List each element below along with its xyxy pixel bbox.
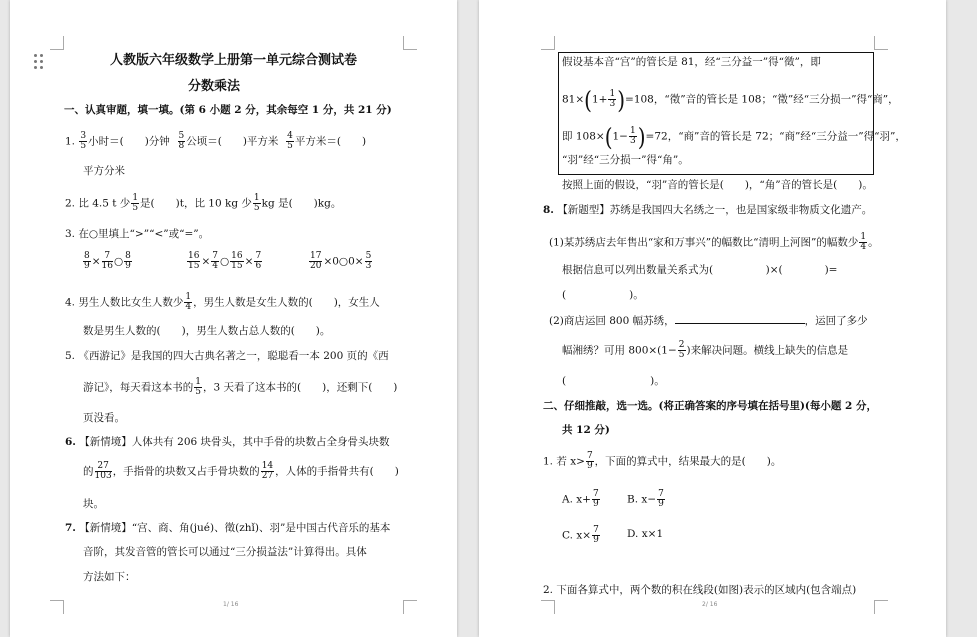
option-a[interactable]: A. x+ $\frac{7}{9}$ [562,489,599,509]
info-box-line-4: “羽”经“三分损一”得“角”。 [562,154,689,166]
question-6-line-2: 的 $\frac{27}{103}$ ，手指骨的块数又占手骨块数的 $\frac{14}{27}$ ，人体的手指骨共有( ) [83,461,399,481]
choice-question-1: 1. 若 x> $\frac{7}{9}$ ，下面的算式中，结果最大的是( )。 [543,451,782,471]
question-8-part-2-line-3: ( )。 [562,375,665,387]
section-1-header: 一、认真审题，填一填。(第 6 小题 2 分，其余每空 1 分，共 21 分) [64,104,392,116]
question-6-line-3: 块。 [83,498,104,510]
page-corner-mark [50,600,64,614]
page-subtitle: 分数乘法 [188,79,241,94]
question-8: 8. 【新题型】苏绣是我国四大名绣之一，也是国家级非物质文化遗产。 [543,204,873,216]
info-box-line-3: 即 108×(1− $\frac{1}{3}$ )=72，“商”音的管长是 72；“商”经“三分益一”得“羽”， [562,122,906,151]
question-6: 6. 【新情境】人体共有 206 块骨头，其中手骨的块数占全身骨头块数 [65,436,390,448]
question-7-conclusion: 按照上面的假设，“羽”音的管长是( )，“角”音的管长是( )。 [562,179,873,191]
page-corner-mark [541,36,555,50]
choice-question-2: 2. 下面各算式中，两个数的积在线段(如图)表示的区域内(包含端点) [543,584,857,596]
section-2-header-cont: 共 12 分) [562,424,610,436]
question-2: 2. 比 4.5 t 少 $\frac{1}{5}$ 是( )t，比 10 kg 少 $\frac{1}{5}$ kg 是( )kg。 [65,193,342,213]
question-8-part-1-line-3: ( )。 [562,289,644,301]
option-b[interactable]: B. x− $\frac{7}{9}$ [627,489,664,509]
option-c[interactable]: C. x× $\frac{7}{9}$ [562,525,599,545]
question-7: 7. 【新情境】“宫、商、角(jué)、徵(zhǐ)、羽”是中国古代音乐的基本 [65,522,391,534]
page-corner-mark [874,36,888,50]
compare-expression-2: $\frac{16}{15}$ × $\frac{7}{4}$ ○ $\frac{16}{15}$ × $\frac{7}{6}$ [188,251,262,271]
page-number: 1/ 16 [223,601,239,608]
drag-handle-icon[interactable] [34,54,44,70]
answer-blank-line[interactable] [675,314,805,324]
document-page-1 [10,0,457,637]
question-5-line-2: 游记》，每天看这本书的 $\frac{1}{5}$ ，3 天看了这本书的( )，还剩下( ) [83,377,398,397]
question-5-line-3: 页没看。 [83,412,125,424]
section-2-header: 二、仔细推敲，选一选。(将正确答案的序号填在括号里)(每小题 2 分， [543,400,878,412]
page-corner-mark [874,600,888,614]
question-3: 3. 在○里填上“>”“<”或“=”。 [65,228,210,240]
page-corner-mark [541,600,555,614]
question-7-line-3: 方法如下： [83,571,136,583]
question-4: 4. 男生人数比女生人数少 $\frac{1}{4}$ ，男生人数是女生人数的( )，女生人 [65,292,380,312]
page-corner-mark [403,36,417,50]
compare-expression-1: $\frac{8}{9}$ × $\frac{7}{16}$ ○ $\frac{8}{9}$ [84,251,131,271]
info-box-line-2: 81×(1+ $\frac{1}{3}$ )=108，“徵”音的管长是 108；“徵”经“三分损一”得“商”， [562,85,899,114]
question-4-line-2: 数是男生人数的( )，男生人数占总人数的( )。 [83,325,331,337]
question-8-part-1-line-2: 根据信息可以列出数量关系式为( )×( )= [562,264,838,276]
option-d[interactable]: D. x×1 [627,528,664,540]
page-corner-mark [403,600,417,614]
question-8-part-2: (2)商店运回 800 幅苏绣， ，运回了多少 [549,315,868,327]
info-box-line-1: 假设基本音“宫”的管长是 81，经“三分益一”得“徵”，即 [562,56,821,68]
question-8-part-2-line-2: 幅湘绣？可用 800×(1− $\frac{2}{5}$ )来解决问题。横线上缺失的信息是 [562,340,849,360]
page-corner-mark [50,36,64,50]
compare-expression-3: $\frac{17}{20}$ ×0○0× $\frac{5}{3}$ [310,251,372,271]
question-8-part-1: (1)某苏绣店去年售出“家和万事兴”的幅数比“清明上河图”的幅数少 $\frac{1}{4}$ 。 [549,232,879,252]
question-5: 5. 《西游记》是我国的四大古典名著之一，聪聪看一本 200 页的《西 [65,350,389,362]
document-page-2 [479,0,946,637]
question-1-continued: 平方分米 [83,165,125,177]
question-1: 1. $\frac{3}{5}$ 小时＝( )分钟 $\frac{5}{8}$ 公顷＝( )平方米 $\frac{4}{5}$ 平方米＝( ) [65,131,367,151]
page-number: 2/ 16 [702,601,718,608]
question-7-line-2: 音阶，其发音管的管长可以通过“三分损益法”计算得出。具体 [83,546,367,558]
page-title: 人教版六年级数学上册第一单元综合测试卷 [110,53,358,68]
